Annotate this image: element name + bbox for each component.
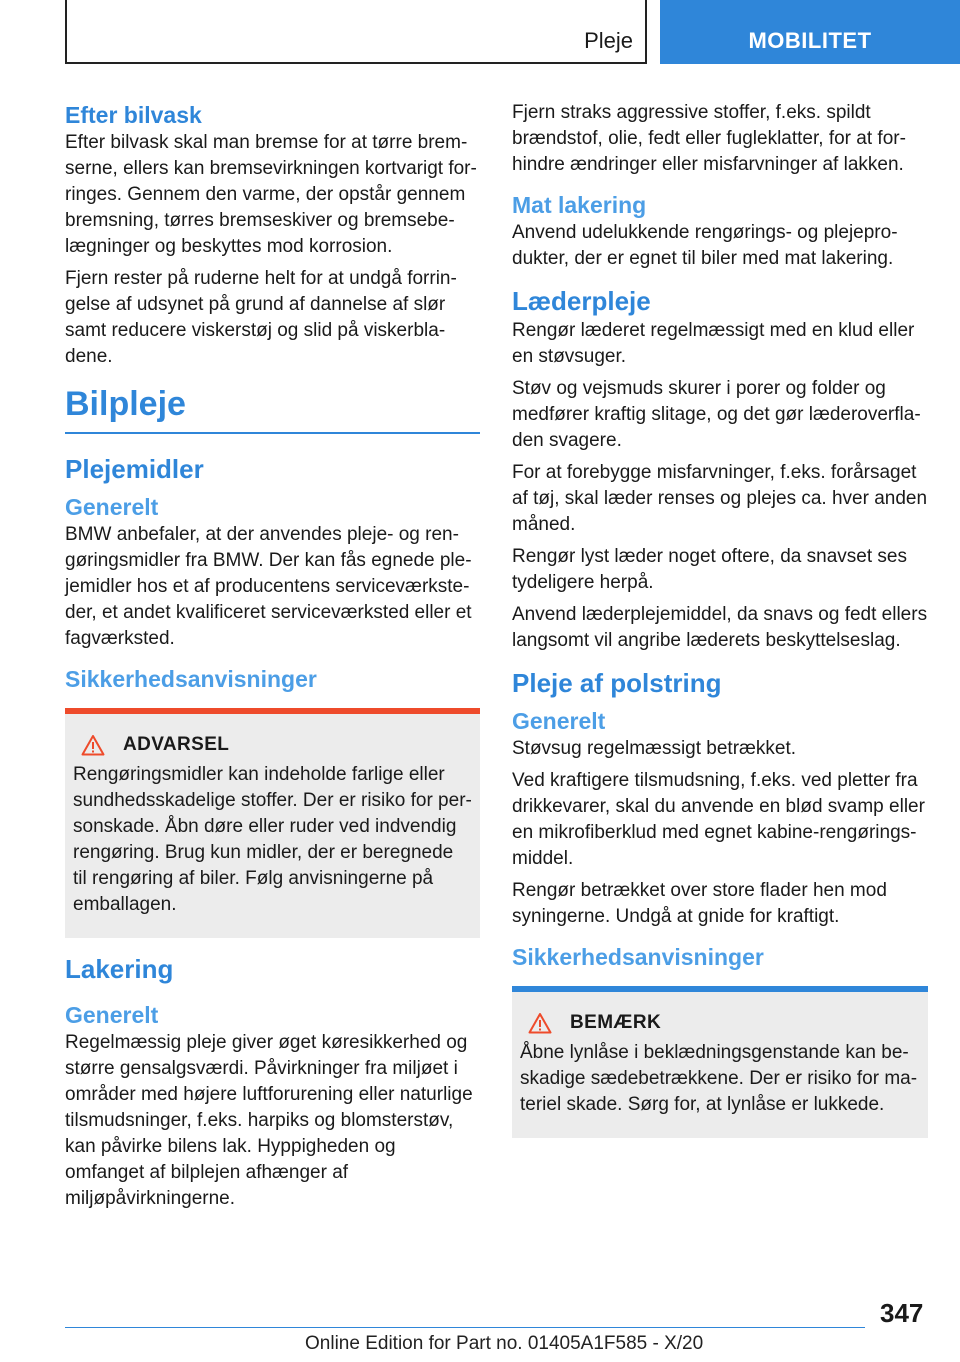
footer-edition: Online Edition for Part no. 01405A1F585 - X/20 (305, 1333, 704, 1354)
page-number: 347 (880, 1298, 924, 1328)
efter-bilvask-paragraph-1: Efter bilvask skal man bremse for at tørre bremserne, ellers kan bremsevirkningen kortvarigt forringes. Gennem den varme, der opstår gennem bremsning, tørres bremseskiver og bremsebelægninger og beskyttes mod korrosion. (65, 132, 477, 257)
heading-efter-bilvask: Efter bilvask (65, 102, 202, 128)
generelt-1-paragraph: BMW anbefaler, at der anvendes pleje- og rengøringsmidler fra BMW. Der kan fås egnede plejemidler hos et af producentens serviceværksteder, et andet kvalificeret serviceværksted eller et fagværksted. (65, 524, 472, 649)
polstring-paragraph-3: Rengør betrækket over store flader hen mod syningerne. Undgå at gnide for kraftigt. (512, 880, 887, 927)
laederpleje-paragraph-4: Rengør lyst læder noget oftere, da snavset ses tydeligere herpå. (512, 546, 907, 593)
heading-plejemidler: Plejemidler (65, 454, 204, 484)
warning-title-row (81, 734, 472, 756)
laederpleje-paragraph-5: Anvend læderplejemiddel, da snavs og fedt ellers langsomt vil angribe læderets beskyttelseslag. (512, 604, 928, 651)
polstring-paragraph-1: Støvsug regelmæssigt betrækket. (512, 738, 797, 759)
efter-bilvask-paragraph-2: Fjern rester på ruderne helt for at undgå forringelse af udsynet på grund af dannelse af slør samt reducere viskerstøj og slid på viskerbladene. (65, 268, 457, 367)
heading-laederpleje: Læderpleje (512, 286, 651, 316)
warning-title: ADVARSEL (123, 734, 230, 755)
polstring-paragraph-2: Ved kraftigere tilsmudsning, f.eks. ved pletter fra drikkevarer, skal du anvende en blød svamp eller en mikrofiberklud med egnet kabine-rengøringsmiddel. (512, 770, 925, 869)
note-title-row (528, 1012, 920, 1034)
heading-pleje-af-polstring: Pleje af polstring (512, 668, 722, 698)
lak-paragraph-continued: Fjern straks aggressive stoffer, f.eks. spildt brændstof, olie, fedt eller fugleklatter, for at forhindre ændringer eller misfarvninger af lakken. (512, 102, 906, 175)
warning-triangle-icon (81, 734, 105, 756)
warning-box (65, 708, 480, 938)
mat-lakering-paragraph: Anvend udelukkende rengørings- og plejeprodukter, der er egnet til biler med mat lakering. (512, 222, 898, 269)
warning-text: Rengøringsmidler kan indeholde farlige eller sundhedsskadelige stoffer. Der er risiko for personskade. Åbn døre eller ruder ved indvendig rengøring. Brug kun midler, der er beregnede til rengøring af biler. Følg anvisningerne på emballagen. (73, 764, 472, 915)
note-text: Åbne lynlåse i beklædningsgenstande kan beskadige sædebetrækkene. Der er risiko for materiel skade. Sørg for, at lynlåse er lukkede. (520, 1042, 918, 1115)
left-column (65, 100, 480, 1218)
heading-generelt-3: Generelt (512, 708, 606, 734)
heading-generelt-2: Generelt (65, 1002, 159, 1028)
laederpleje-paragraph-3: For at forebygge misfarvninger, f.eks. forårsaget af tøj, skal læder renses og plejes ca. hver anden måned. (512, 462, 928, 535)
bilpleje-heading-rule (65, 382, 480, 434)
header-chapter-tab: MOBILITET (660, 0, 960, 64)
heading-generelt-1: Generelt (65, 494, 159, 520)
right-column (512, 100, 928, 1138)
footer-rule (65, 1327, 865, 1328)
laederpleje-paragraph-1: Rengør læderet regelmæssigt med en klud eller en støvsuger. (512, 320, 915, 367)
header-section-title: Pleje (584, 28, 633, 53)
heading-sikkerhedsanvisninger-1: Sikkerhedsanvisninger (65, 666, 317, 692)
laederpleje-paragraph-2: Støv og vejsmuds skurer i porer og folder og medfører kraftig slitage, og det gør læderoverfladen svagere. (512, 378, 921, 451)
header-section-box (65, 0, 647, 64)
note-title: BEMÆRK (570, 1012, 662, 1033)
heading-lakering: Lakering (65, 954, 174, 984)
warning-triangle-icon (528, 1012, 552, 1034)
heading-sikkerhedsanvisninger-2: Sikkerhedsanvisninger (512, 944, 764, 970)
note-box (512, 986, 928, 1138)
generelt-2-paragraph: Regelmæssig pleje giver øget køresikkerhed og større gensalgsværdi. Påvirkninger fra miljøet i områder med højere luftforurening eller naturlige tilsmudsninger, f.eks. harpiks og blomsterstøv, kan påvirke bilens lak. Hyppigheden og omfanget af bilplejen afhænger af miljøpåvirkningerne. (65, 1032, 473, 1209)
heading-mat-lakering: Mat lakering (512, 192, 647, 218)
heading-bilpleje: Bilpleje (65, 385, 186, 423)
